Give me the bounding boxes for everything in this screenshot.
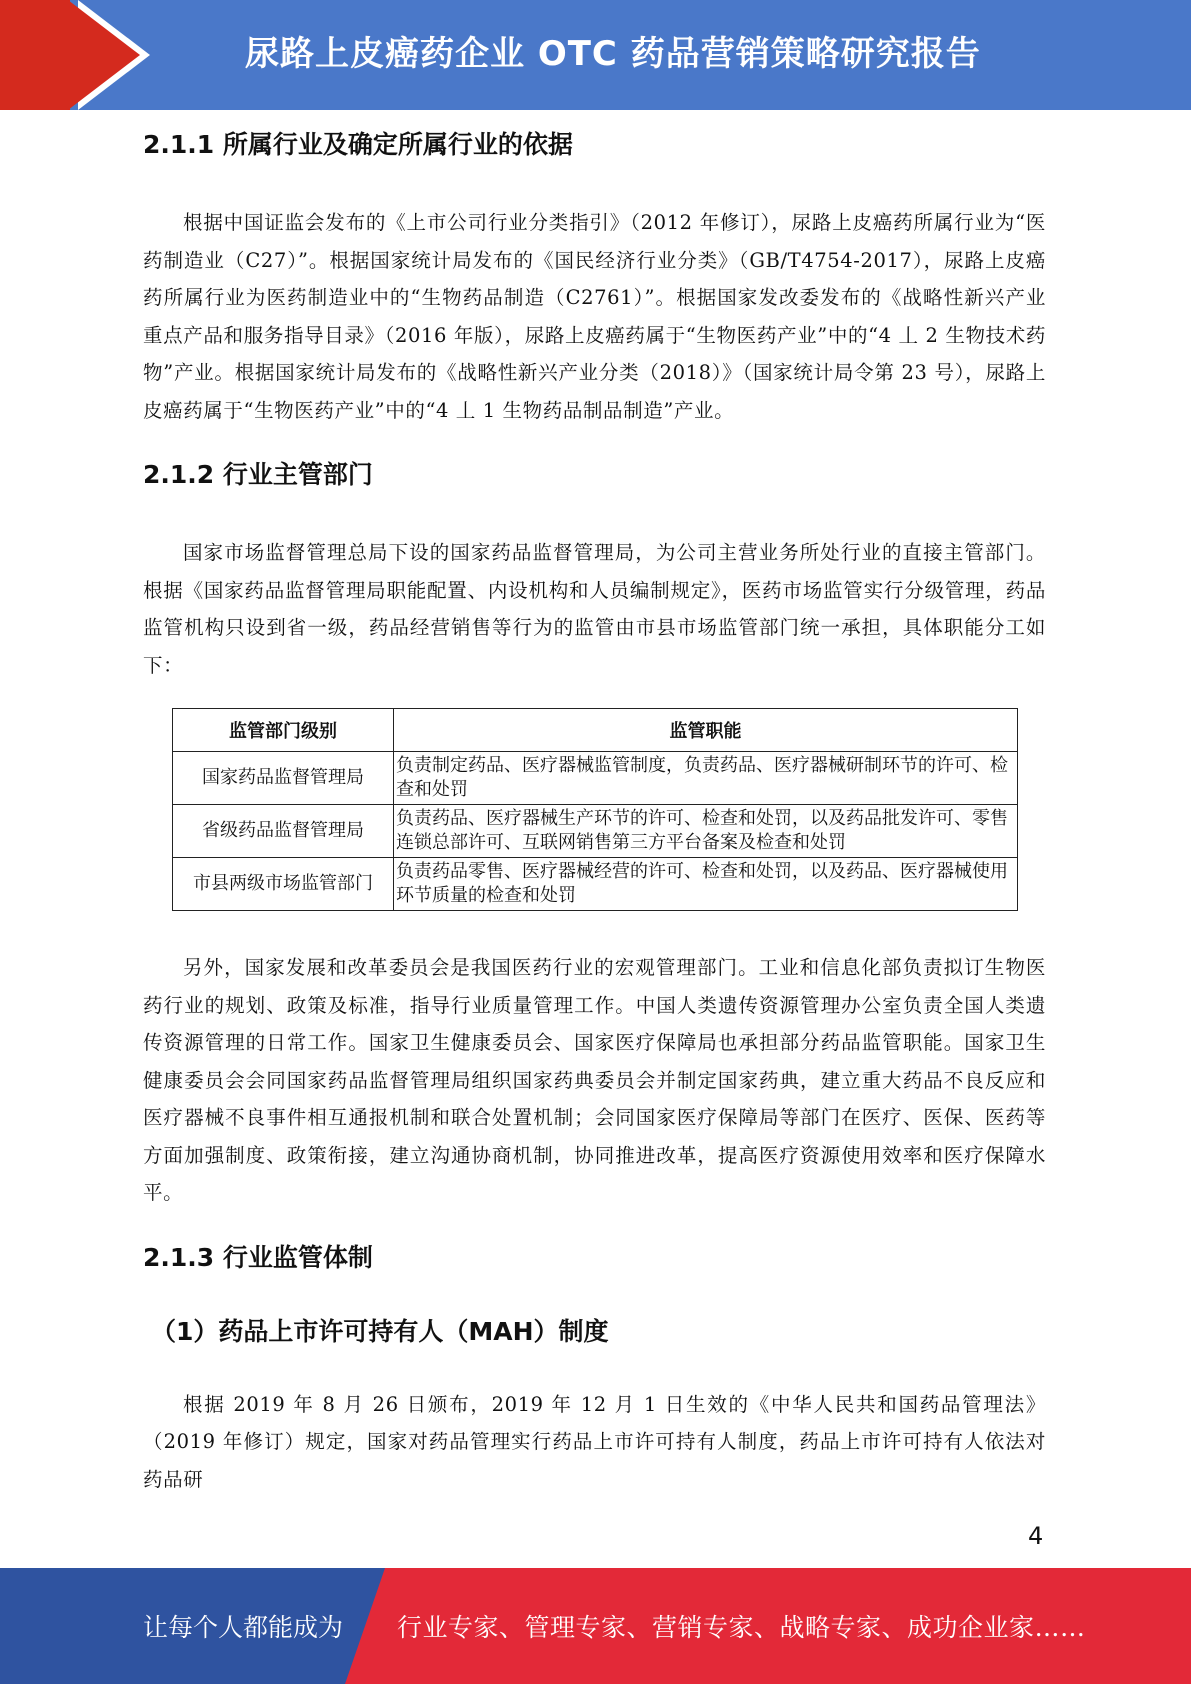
document-body	[143, 125, 1046, 1498]
table-header-duty: 监管职能	[394, 709, 1018, 752]
footer-slogan-right: 行业专家、管理专家、营销专家、战略专家、成功企业家……	[397, 1613, 1086, 1642]
footer-slogan-left: 让每个人都能成为	[143, 1613, 344, 1642]
table-cell-duty: 负责药品零售、医疗器械经营的许可、检查和处罚，以及药品、医疗器械使用环节质量的检查和处罚	[394, 858, 1018, 911]
table-cell-level: 市县两级市场监管部门	[173, 858, 394, 911]
page-header	[0, 0, 1191, 110]
section-heading-2-1-2: 2.1.2 行业主管部门	[143, 460, 373, 489]
section-heading-2-1-1: 2.1.1 所属行业及确定所属行业的依据	[143, 130, 573, 159]
paragraph: 另外，国家发展和改革委员会是我国医药行业的宏观管理部门。工业和信息化部负责拟订生物医药行业的规划、政策及标准，指导行业质量管理工作。中国人类遗传资源管理办公室负责全国人类遗传资源管理的日常工作。国家卫生健康委员会、国家医疗保障局也承担部分药品监管职能。国家卫生健康委员会会同国家药品监督管理局组织国家药典委员会并制定国家药典，建立重大药品不良反应和医疗器械不良事件相互通报机制和联合处置机制；会同国家医疗保障局等部门在医疗、医保、医药等方面加强制度、政策衔接，建立沟通协商机制，协同推进改革，提高医疗资源使用效率和医疗保障水平。	[143, 956, 1046, 1204]
table-header-row	[173, 709, 1018, 752]
paragraph: 国家市场监督管理总局下设的国家药品监督管理局，为公司主营业务所处行业的直接主管部门。根据《国家药品监督管理局职能配置、内设机构和人员编制规定》，医药市场监管实行分级管理，药品监管机构只设到省一级，药品经营销售等行为的监管由市县市场监管部门统一承担，具体职能分工如下：	[143, 541, 1046, 677]
table-cell-level: 国家药品监督管理局	[173, 752, 394, 805]
section-heading-2-1-3: 2.1.3 行业监管体制	[143, 1242, 373, 1272]
table-row	[173, 805, 1018, 858]
subsection-heading-mah: （1）药品上市许可持有人（MAH）制度	[151, 1316, 609, 1346]
page-footer	[0, 1568, 1191, 1684]
header-red-block	[0, 0, 70, 110]
page-number: 4	[1028, 1522, 1044, 1550]
table-row	[173, 752, 1018, 805]
paragraph: 根据 2019 年 8 月 26 日颁布，2019 年 12 月 1 日生效的《中华人民共和国药品管理法》（2019 年修订）规定，国家对药品管理实行药品上市许可持有人制度，药品上市许可持有人依法对药品研	[143, 1392, 1046, 1491]
header-red-chevron	[68, 0, 140, 110]
table-cell-duty: 负责药品、医疗器械生产环节的许可、检查和处罚，以及药品批发许可、零售连锁总部许可、互联网销售第三方平台备案及检查和处罚	[394, 805, 1018, 858]
regulation-table	[172, 708, 1018, 911]
table-cell-duty: 负责制定药品、医疗器械监管制度，负责药品、医疗器械研制环节的许可、检查和处罚	[394, 752, 1018, 805]
report-title: 尿路上皮癌药企业 OTC 药品营销策略研究报告	[245, 34, 981, 74]
table-row	[173, 858, 1018, 911]
table-cell-level: 省级药品监督管理局	[173, 805, 394, 858]
table-header-level: 监管部门级别	[173, 709, 394, 752]
paragraph: 根据中国证监会发布的《上市公司行业分类指引》（2012 年修订），尿路上皮癌药所属行业为“医药制造业（C27）”。根据国家统计局发布的《国民经济行业分类》（GB/T4754-2017），尿路上皮癌药所属行业为医药制造业中的“生物药品制造（C2761）”。根据国家发改委发布的《战略性新兴产业重点产品和服务指导目录》（2016 年版），尿路上皮癌药属于“生物医药产业”中的“4 丄 2 生物技术药物”产业。根据国家统计局发布的《战略性新兴产业分类（2018）》（国家统计局令第 23 号），尿路上皮癌药属于“生物医药产业”中的“4 丄 1 生物药品制品制造”产业。	[143, 211, 1046, 422]
